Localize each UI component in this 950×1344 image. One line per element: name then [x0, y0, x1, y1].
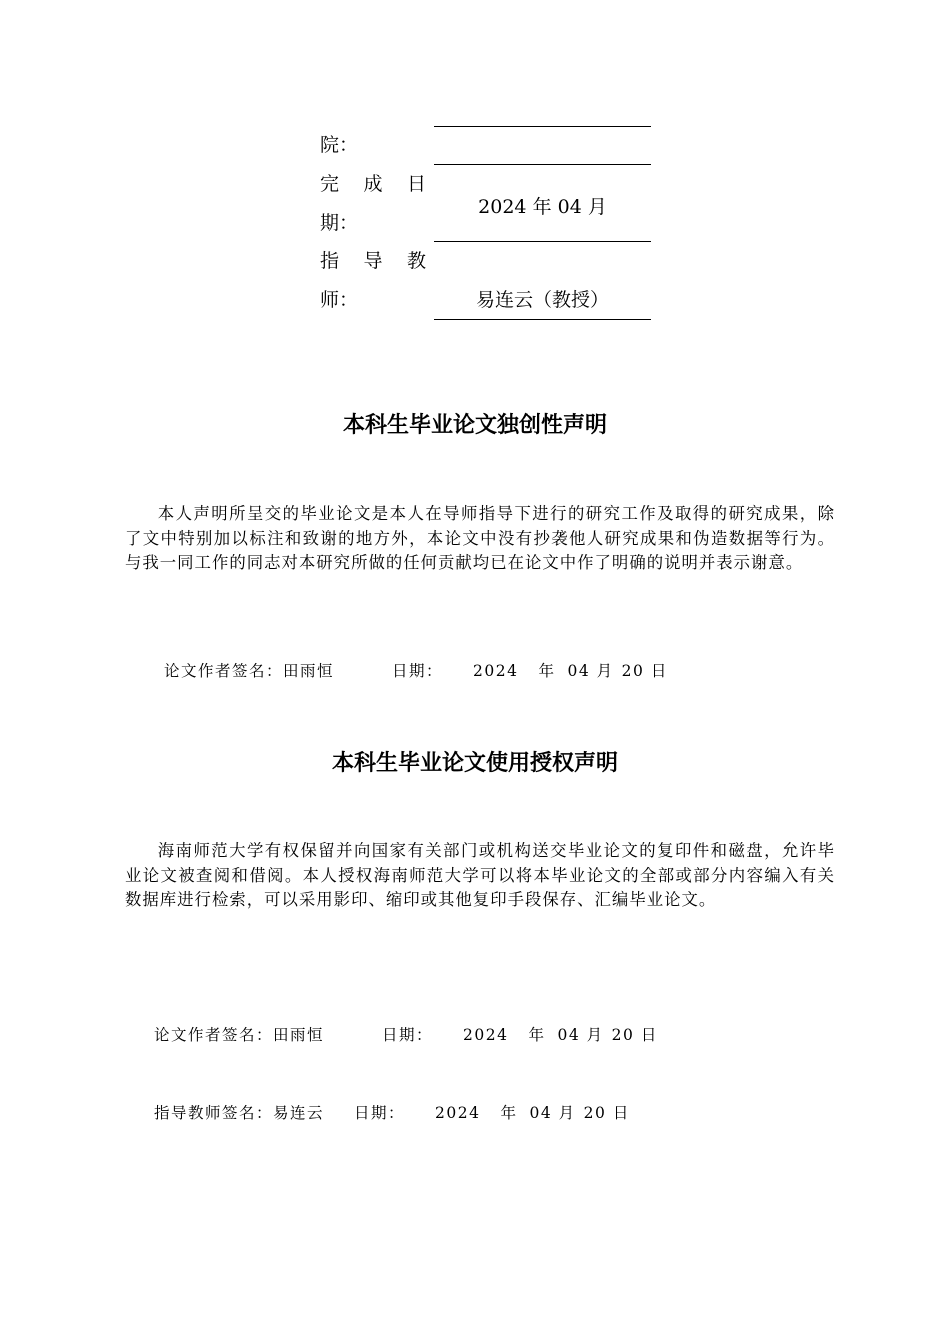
date-label: 日期： [382, 1026, 434, 1044]
advisor-label-char-2: 导 [363, 250, 383, 272]
sign-year-unit: 年 [500, 1104, 518, 1122]
date-label-char-2: 成 [363, 173, 383, 195]
sign-day: 20 日 [611, 1026, 658, 1044]
author-name: 田雨恒 [273, 1026, 325, 1044]
sign-month: 04 月 [529, 1104, 576, 1122]
sign-year-unit: 年 [538, 662, 556, 680]
date-label-top [320, 169, 426, 196]
date-label: 日期： [392, 662, 444, 680]
advisor-underline [434, 319, 651, 320]
author-signature-label: 论文作者签名： [164, 662, 284, 680]
college-label: 院： [320, 134, 359, 156]
originality-body: 本人声明所呈交的毕业论文是本人在导师指导下进行的研究工作及取得的研究成果，除了文中特别加以标注和致谢的地方外，本论文中没有抄袭他人研究成果和伪造数据等行为。与我一同工作的同志对本研究所做的任何贡献均已在论文中作了明确的说明并表示谢意。 [125, 504, 835, 573]
advisor-name: 易连云 [273, 1104, 325, 1122]
college-value-underline [434, 164, 651, 165]
sign-month: 04 月 [557, 1026, 604, 1044]
author-signature-label: 论文作者签名： [154, 1026, 274, 1044]
date-label-bottom: 期： [320, 212, 359, 234]
authorization-title: 本科生毕业论文使用授权声明 [331, 751, 618, 776]
advisor-value: 易连云（教授） [475, 289, 609, 311]
advisor-signature-label: 指导教师签名： [154, 1104, 274, 1122]
authorization-advisor-signature-line [154, 1101, 630, 1123]
advisor-label-bottom: 师： [320, 289, 359, 311]
sign-day: 20 日 [583, 1104, 630, 1122]
author-name: 田雨恒 [283, 662, 335, 680]
authorization-author-signature-line [154, 1023, 658, 1045]
sign-year: 2024 [473, 662, 519, 680]
completion-date-value: 2024 年 04 月 [478, 196, 607, 218]
date-label-char-1: 完 [320, 173, 340, 195]
advisor-label-char-1: 指 [320, 250, 340, 272]
date-label: 日期： [354, 1104, 406, 1122]
sign-day: 20 日 [621, 662, 668, 680]
originality-signature-line [164, 659, 668, 681]
authorization-body: 海南师范大学有权保留并向国家有关部门或机构送交毕业论文的复印件和磁盘，允许毕业论文被查阅和借阅。本人授权海南师范大学可以将本毕业论文的全部或部分内容编入有关数据库进行检索，可以采用影印、缩印或其他复印手段保存、汇编毕业论文。 [125, 841, 835, 910]
college-underline [434, 126, 651, 127]
sign-year: 2024 [463, 1026, 509, 1044]
sign-year-unit: 年 [528, 1026, 546, 1044]
date-label-char-3: 日 [406, 173, 426, 195]
date-underline [434, 241, 651, 242]
advisor-label-top [320, 246, 426, 273]
originality-title: 本科生毕业论文独创性声明 [342, 413, 607, 438]
sign-year: 2024 [435, 1104, 481, 1122]
advisor-label-char-3: 教 [406, 250, 426, 272]
sign-month: 04 月 [567, 662, 614, 680]
